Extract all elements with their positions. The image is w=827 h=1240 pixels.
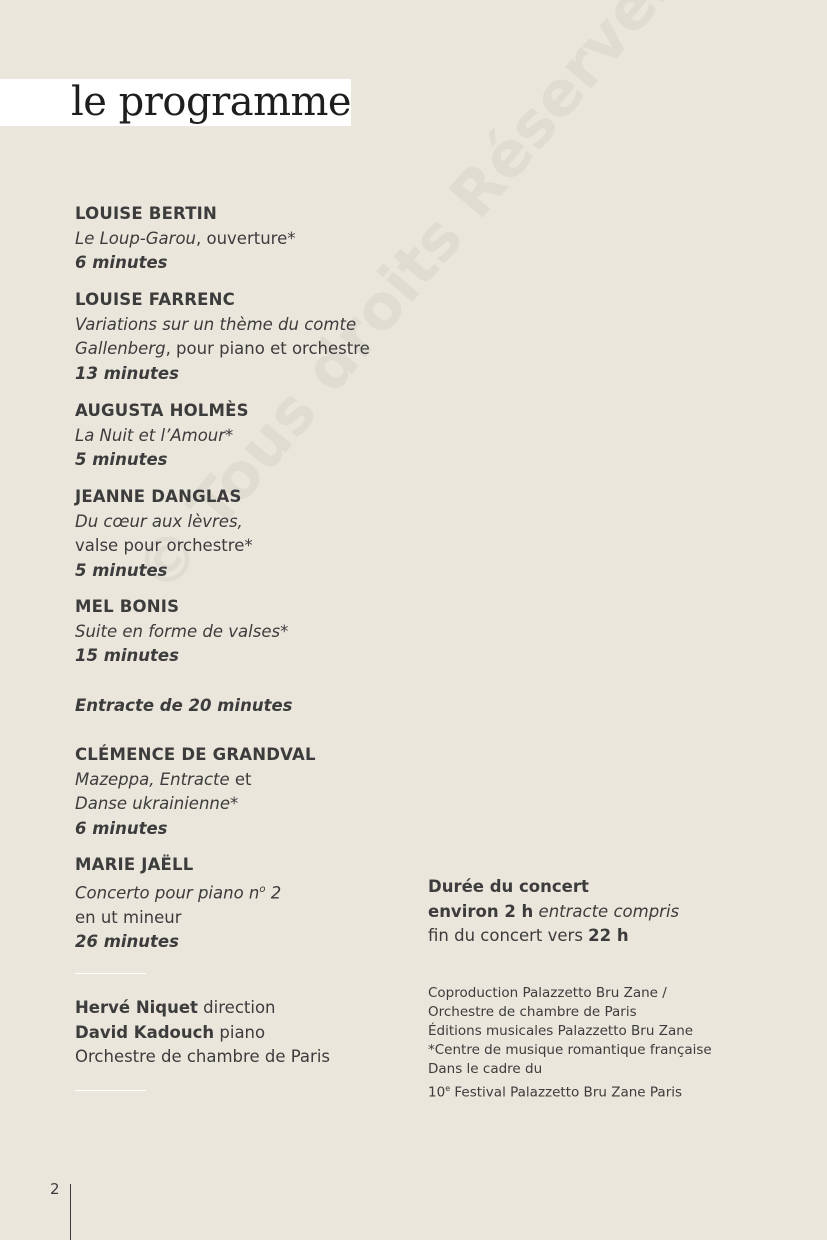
divider: [75, 973, 146, 974]
work-duration: 6 minutes: [75, 818, 168, 838]
concert-duration-heading: Durée du concert: [428, 877, 589, 896]
intermission-text: Entracte de 20 minutes: [75, 696, 293, 715]
concert-duration: environ 2 h entracte compris: [428, 901, 680, 921]
credit-line: Orchestre de chambre de Paris: [428, 1004, 637, 1020]
performer-orchestra: Orchestre de chambre de Paris: [75, 1047, 331, 1066]
work-title: en ut mineur: [75, 907, 182, 927]
work-title: valse pour orchestre*: [75, 536, 253, 555]
program-item: [75, 399, 249, 473]
page-title: le programme: [71, 79, 352, 125]
work-title: Danse ukrainienne*: [75, 794, 239, 813]
composer-name: JEANNE DANGLAS: [75, 487, 242, 506]
footer-rule: [70, 1184, 71, 1240]
credit-line: 10e Festival Palazzetto Bru Zane Paris: [428, 1084, 683, 1101]
work-title: Le Loup-Garou, ouverture*: [75, 228, 296, 248]
work-duration: 15 minutes: [75, 646, 179, 665]
work-title: Du cœur aux lèvres,: [75, 511, 243, 531]
work-duration: 13 minutes: [75, 363, 179, 383]
intermission: [75, 694, 292, 719]
composer-name: LOUISE BERTIN: [75, 204, 218, 223]
credit-line: Éditions musicales Palazzetto Bru Zane: [428, 1023, 694, 1039]
program-item: [75, 485, 253, 583]
performer-conductor: Hervé Niquet direction: [75, 998, 276, 1017]
program-item: [75, 853, 281, 955]
composer-name: AUGUSTA HOLMÈS: [75, 401, 249, 420]
program-item: [75, 595, 288, 669]
performer-pianist: David Kadouch piano: [75, 1022, 266, 1042]
program-item: [75, 202, 296, 276]
divider: [75, 1090, 146, 1091]
credit-line: Coproduction Palazzetto Bru Zane /: [428, 985, 667, 1001]
composer-name: MEL BONIS: [75, 597, 180, 616]
concert-info-column: [428, 875, 808, 1101]
performers: [75, 996, 330, 1070]
composer-name: CLÉMENCE DE GRANDVAL: [75, 745, 316, 764]
work-duration: 6 minutes: [75, 253, 168, 272]
composer-name: MARIE JAËLL: [75, 855, 194, 874]
work-title: Mazeppa, Entracte et: [75, 769, 252, 789]
composer-name: LOUISE FARRENC: [75, 290, 235, 309]
work-duration: 5 minutes: [75, 450, 168, 469]
program-item: [75, 743, 316, 841]
work-duration: 5 minutes: [75, 560, 168, 580]
credits: [428, 984, 712, 1103]
concert-end-time: fin du concert vers 22 h: [428, 926, 629, 945]
work-title: Suite en forme de valses*: [75, 621, 289, 641]
program-item: [75, 288, 370, 386]
credit-line: *Centre de musique romantique française: [428, 1042, 712, 1058]
title-banner: [0, 79, 351, 126]
work-title: Gallenberg, pour piano et orchestre: [75, 339, 370, 358]
work-title: La Nuit et l’Amour*: [75, 425, 234, 445]
work-duration: 26 minutes: [75, 932, 179, 951]
work-title: Concerto pour piano $n^o$ 2: [75, 883, 282, 902]
credit-line: Dans le cadre du: [428, 1061, 543, 1077]
work-title: Variations sur un thème du comte: [75, 314, 357, 334]
page-number: 2: [50, 1180, 60, 1198]
